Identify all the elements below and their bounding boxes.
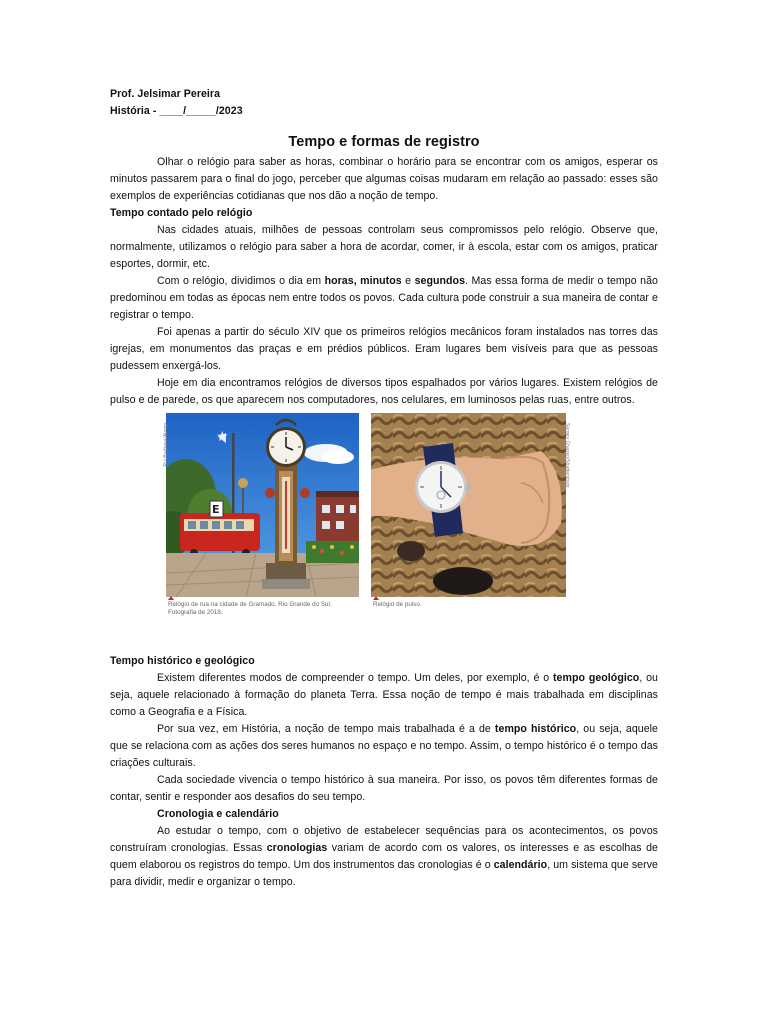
text-run: Por sua vez, em História, a noção de tempo mais trabalhada é a de (157, 723, 495, 735)
text-run: variam de acordo com os valores, os interesses e as escolhas de quem elaborou os registros do tempo. Um dos instrumentos das cronologias é o (110, 842, 658, 871)
figure-caption (166, 601, 359, 617)
figure-wristwatch (371, 413, 570, 609)
figure-street-clock (163, 413, 359, 617)
paragraph-clock-types: Hoje em dia encontramos relógios de diversos tipos espalhados por vários lugares. Existem relógios de pulso e de parede, os que aparecem nos computadores, nos celulares, em luminosos pelas ruas, entre outros. (110, 377, 658, 406)
section-heading-clock-time: Tempo contado pelo relógio (110, 207, 253, 219)
caption-text: Relógio de rua na cidade de Gramado, Rio Grande do Sul. Fotografia de 2018. (168, 601, 332, 616)
bold-term-seconds: segundos (414, 275, 466, 287)
paragraph-cities: Nas cidades atuais, milhões de pessoas controlam seus compromissos pelo relógio. Observe que, normalmente, utilizamos o relógio para saber a hora de acordar, comer, ir à escola, estar com os amigos, praticar esportes, dormir, etc. (110, 224, 658, 270)
intro-paragraph: Olhar o relógio para saber as horas, combinar o horário para se encontrar com os amigos, esperar os minutos passarem para o final do jogo, perceber que algumas coisas mudaram em relação ao passado: esses são exemplos de experiências cotidianas que nos dão a noção de tempo. (110, 156, 658, 202)
page-title: Tempo e formas de registro (288, 134, 480, 150)
bold-term-minutes: minutos (360, 275, 402, 287)
bold-term-calendar: calendário (493, 859, 548, 871)
spacer (110, 641, 658, 653)
document-body (110, 86, 658, 891)
caption-marker (373, 596, 379, 600)
paragraph-mechanical-clocks: Foi apenas a partir do século XIV que os primeiros relógios mecânicos foram instalados nas torres das igrejas, em monumentos das praças e em prédios públicos. Eram lugares bem visíveis para que as pessoas pudessem enxergá-los. (110, 326, 658, 372)
text-run: Com o relógio, dividimos o dia em (157, 275, 325, 287)
figures-row (110, 413, 658, 641)
text-run: , ou seja, aquele que se relaciona com as ações dos seres humanos no espaço e no tempo. Assim, o tempo histórico é o tempo das criações culturais. (110, 723, 658, 769)
paragraph-hours-minutes (110, 273, 658, 324)
paragraph-geological-time (110, 670, 658, 721)
caption-marker (168, 596, 174, 600)
text-run: , (353, 275, 361, 287)
text-run: , ou seja, aquele relacionado à formação do planeta Terra. Essa noção de tempo é mais trabalhada em disciplinas como a Geografia e a Física. (110, 672, 658, 718)
wristwatch-photo (371, 413, 566, 597)
text-run: , um sistema que serve para dividir, medir e organizar o tempo. (110, 859, 658, 888)
text-run: Existem diferentes modos de compreender o tempo. Um deles, por exemplo, é o (157, 672, 553, 684)
text-run: . Mas essa forma de medir o tempo não predominou em todas as épocas nem entre todos os povos. Cada cultura pode construir a sua maneira de contar e registrar o tempo. (110, 275, 658, 321)
text-run: Ao estudar o tempo, com o objetivo de estabelecer sequências para os acontecimentos, os povos construíram cronologias. Essas (110, 825, 658, 854)
svg-text:★: ★ (216, 429, 229, 445)
subject-date-line: História - ____/_____/2023 (110, 105, 243, 117)
street-clock-photo (166, 413, 359, 597)
paragraph-historical-time (110, 721, 658, 772)
section-heading-chronology-calendar: Cronologia e calendário (157, 808, 279, 820)
paragraph-chronologies (110, 823, 658, 891)
section-heading-historical-geological: Tempo histórico e geológico (110, 655, 255, 667)
photo-credit: Rui Barbosa/Alamy (163, 423, 169, 467)
bold-term-hours: horas (324, 275, 354, 287)
bold-term-chronologies: cronologias (266, 842, 328, 854)
svg-text:E: E (212, 503, 220, 516)
photo-credit: Sergey Chayko/Shutterstock (564, 423, 570, 488)
author-name: Prof. Jelsimar Pereira (110, 88, 221, 100)
caption-text: Relógio de pulso. (373, 601, 422, 608)
text-run: e (401, 275, 415, 287)
bold-term-geological-time: tempo geológico (552, 672, 640, 684)
figure-caption (371, 601, 566, 609)
bold-term-historical-time: tempo histórico (494, 723, 577, 735)
paragraph-societies: Cada sociedade vivencia o tempo histórico à sua maneira. Por isso, os povos têm diferentes formas de contar, sentir e responder aos desafios do seu tempo. (110, 774, 658, 803)
